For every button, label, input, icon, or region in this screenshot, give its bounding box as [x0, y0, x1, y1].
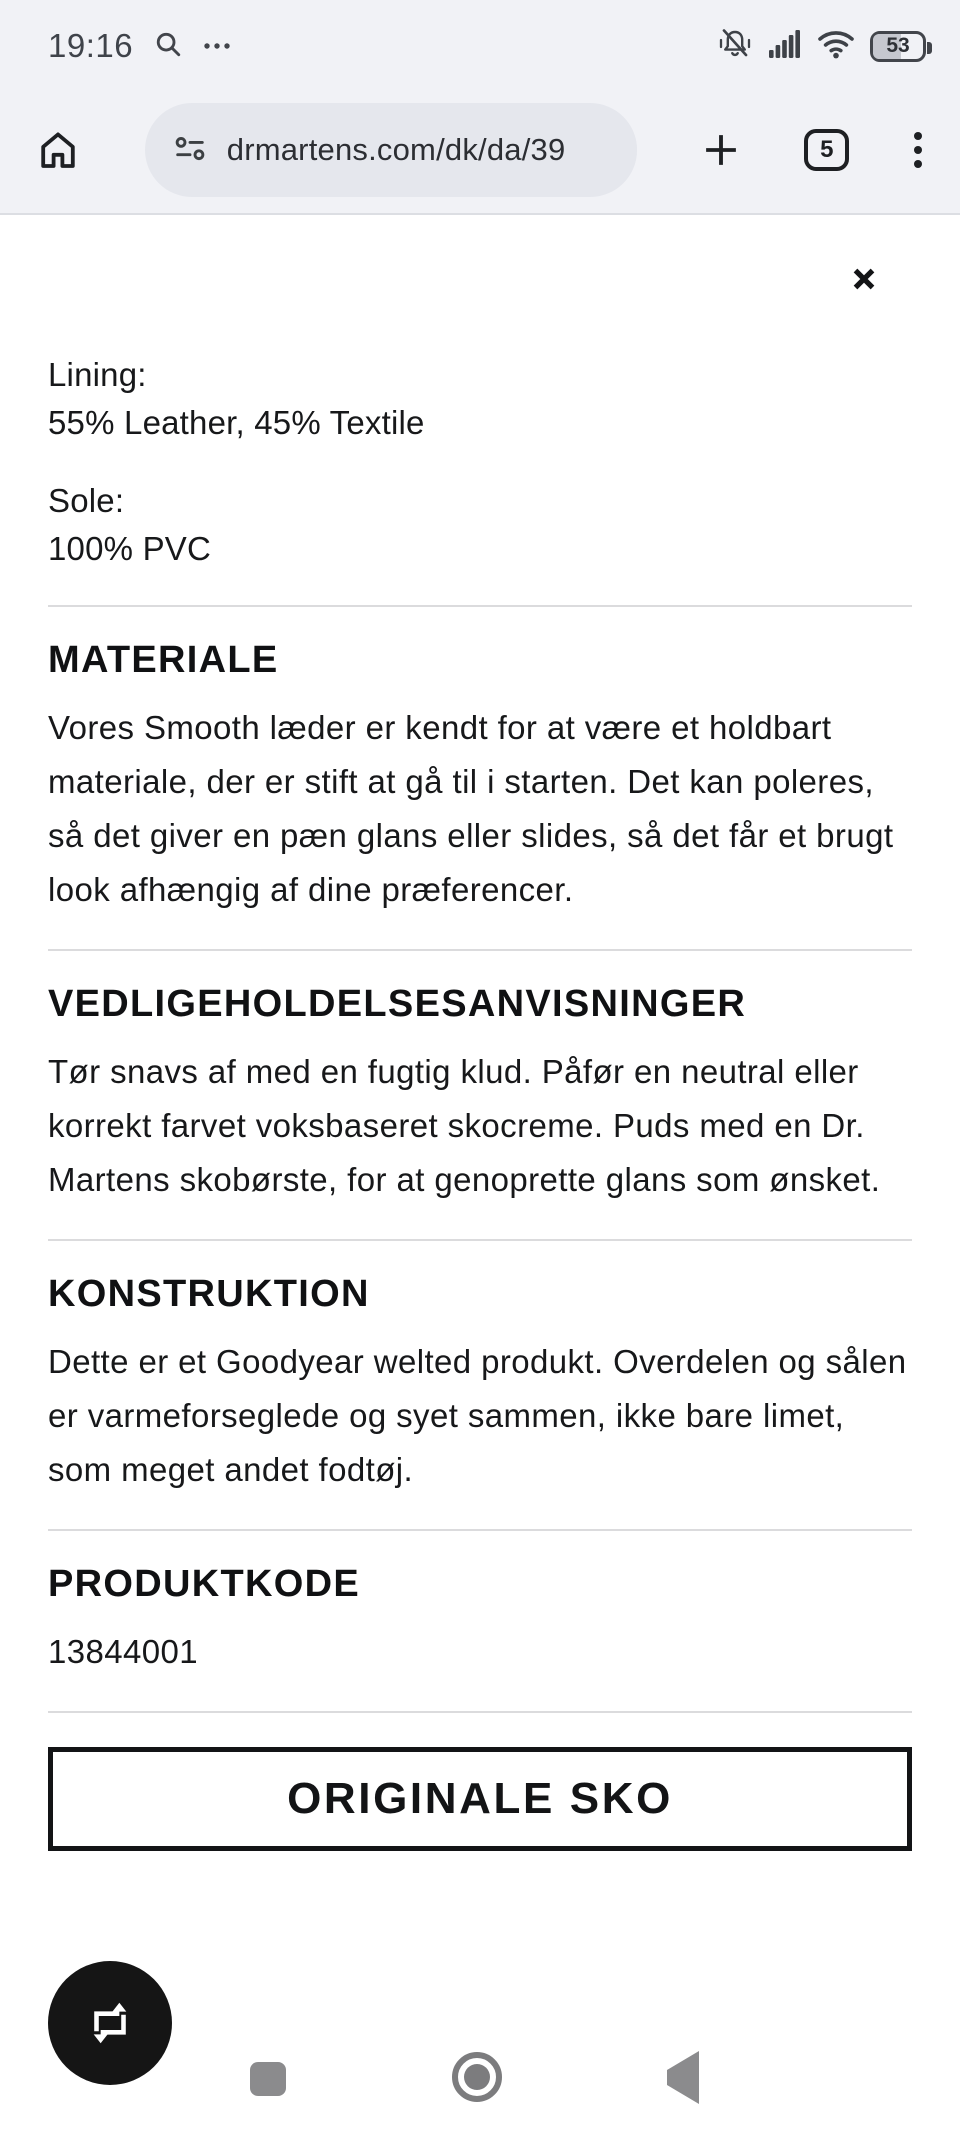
originale-sko-button[interactable]: ORIGINALE SKO [48, 1747, 912, 1851]
home-nav-icon [452, 2052, 502, 2102]
section-body-materiale: Vores Smooth læder er kendt for at være et holdbart materiale, der er stift at gå til i starten. Det kan poleres, så det giver en pæn glans eller slides, så det får et brugt look afhængig af dine præferencer. [48, 709, 894, 908]
kebab-icon [912, 131, 924, 169]
status-bar [0, 0, 960, 86]
section-body-konstruktion: Dette er et Goodyear welted produkt. Overdelen og sålen er varmeforseglede og syet sammen, ikke bare limet, som meget andet fodtøj. [48, 1343, 907, 1488]
back-button[interactable] [665, 2058, 701, 2096]
section-heading-vedligeholdelse: VEDLIGEHOLDELSESANVISNINGER [48, 983, 747, 1025]
composition-specs [48, 351, 912, 573]
divider [48, 949, 912, 951]
home-nav-button[interactable] [452, 2052, 502, 2102]
status-time: 19:16 [48, 27, 134, 64]
spec-sole [48, 477, 912, 573]
back-icon [667, 2051, 699, 2104]
close-icon [846, 261, 882, 297]
product-details-sheet [0, 217, 960, 2134]
section-body-produktkode: 13844001 [48, 1633, 199, 1670]
url-text: drmartens.com/dk/da/39 [226, 131, 566, 167]
plus-icon [700, 129, 742, 171]
wifi-icon [817, 29, 855, 64]
new-tab-button[interactable] [700, 129, 742, 171]
tab-count: 5 [820, 135, 834, 163]
battery-icon [870, 31, 926, 62]
browser-chrome [0, 0, 960, 215]
divider [48, 605, 912, 607]
section-heading-produktkode: PRODUKTKODE [48, 1563, 360, 1605]
divider [48, 1711, 912, 1713]
close-button[interactable] [842, 257, 886, 301]
browser-toolbar [0, 86, 960, 213]
spec-lining [48, 351, 912, 447]
spec-value: 55% Leather, 45% Textile [48, 404, 425, 441]
section-heading-konstruktion: KONSTRUKTION [48, 1273, 370, 1315]
spec-label: Lining: [48, 356, 147, 393]
tab-switcher-button[interactable] [804, 129, 849, 171]
recents-button[interactable] [250, 2062, 286, 2096]
menu-button[interactable] [912, 131, 924, 169]
home-button[interactable] [34, 126, 82, 174]
battery-percent: 53 [886, 34, 910, 57]
battery-nub [927, 42, 932, 54]
android-nav-bar [0, 2040, 960, 2134]
spec-value: 100% PVC [48, 530, 212, 567]
spec-label: Sole: [48, 482, 125, 519]
section-body-vedligeholdelse: Tør snavs af med en fugtig klud. Påfør en neutral eller korrekt farvet voksbaseret skocreme. Puds med en Dr. Martens skobørste, for at genoprette glans som ønsket. [48, 1053, 881, 1198]
ellipsis-icon [203, 37, 231, 55]
search-icon[interactable] [153, 29, 183, 64]
site-info-icon[interactable] [171, 129, 209, 170]
home-icon [34, 126, 82, 174]
signal-icon [768, 29, 802, 64]
section-heading-materiale: MATERIALE [48, 639, 279, 681]
url-bar[interactable] [145, 103, 637, 197]
bell-slash-icon [717, 26, 753, 67]
divider [48, 1239, 912, 1241]
divider [48, 1529, 912, 1531]
